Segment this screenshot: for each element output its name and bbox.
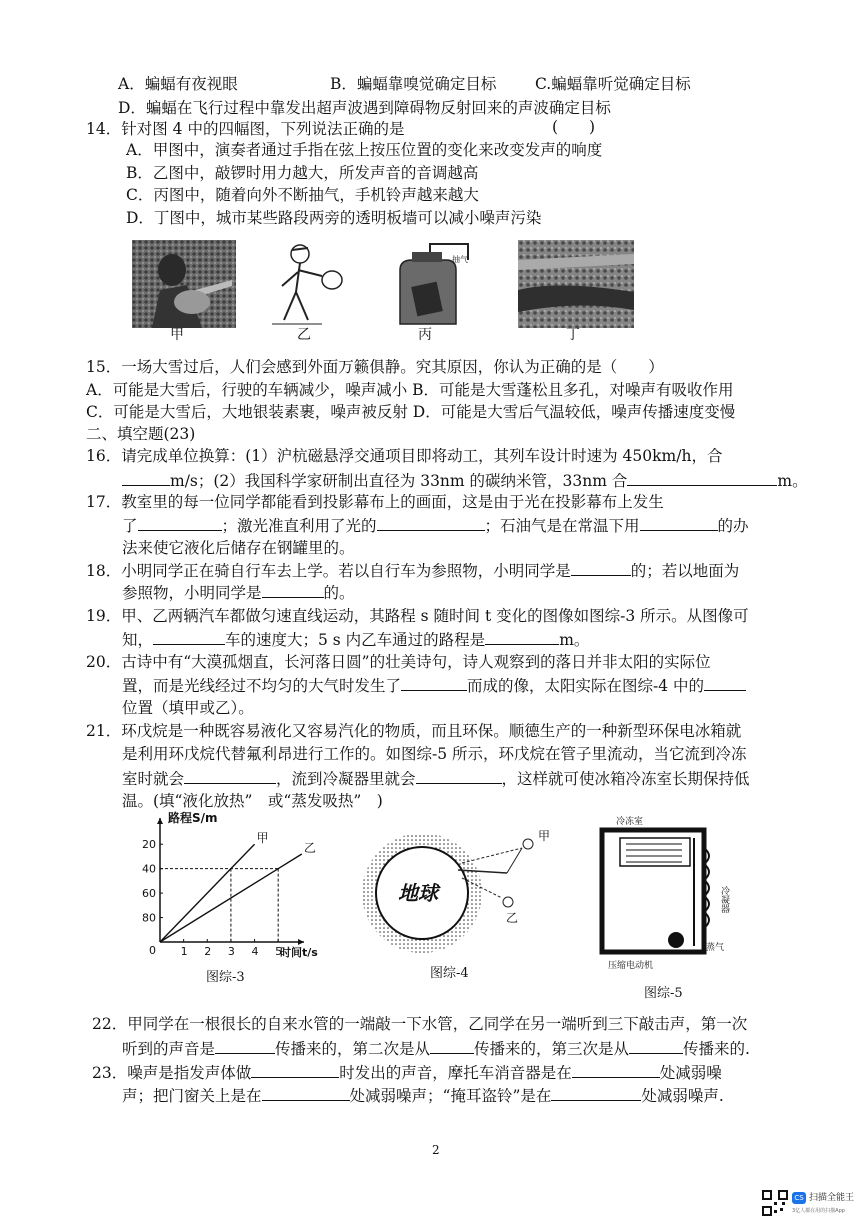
q18-line2: 参照物，小明同学是 的。 xyxy=(122,584,355,602)
q13-option-c: C.蝙蝠靠听觉确定目标 xyxy=(535,75,691,93)
q16-blank-1[interactable] xyxy=(122,470,170,486)
x-tick-label: 3 xyxy=(227,945,235,958)
photo-label-jia: 甲 xyxy=(170,327,184,343)
q13-option-b: B．蝙蝠靠嗅觉确定目标 xyxy=(330,75,497,93)
q19-blank-1[interactable] xyxy=(153,629,225,645)
fig5-refrigerator-diagram xyxy=(594,808,744,980)
fig4-caption: 图综-4 xyxy=(430,966,469,981)
q17-blank-2[interactable] xyxy=(377,515,485,531)
y-tick-label: 20 xyxy=(142,838,156,852)
q16-line2: m/s；(2）我国科学家研制出直径为 33nm 的碳纳米管，33nm 合 m。 xyxy=(122,470,808,491)
x-tick-label: 2 xyxy=(204,945,212,958)
q14-option-a: A．甲图中，演奏者通过手指在弦上按压位置的变化来改变发声的响度 xyxy=(126,141,603,159)
q20-blank-1[interactable] xyxy=(401,675,467,691)
q14-option-b: B．乙图中，敲锣时用力越大，所发声音的音调越高 xyxy=(126,164,479,182)
page-number: 2 xyxy=(432,1143,440,1157)
q19-blank-2[interactable] xyxy=(485,629,559,645)
q16-blank-2[interactable] xyxy=(627,470,777,486)
photo-label-bing: 丙 xyxy=(418,327,432,343)
q18-line1: 18．小明同学正在骑自行车去上学。若以自行车为参照物，小明同学是 的；若以地面为 xyxy=(86,562,740,580)
q19-line2: 知， 车的速度大；5 s 内乙车通过的路程是 m。 xyxy=(122,631,590,649)
series-label-yi: 乙 xyxy=(303,841,316,855)
y-tick-label: 60 xyxy=(142,887,156,901)
q13-option-a: A．蝙蝠有夜视眼 xyxy=(118,75,238,93)
q14-option-c: C．丙图中，随着向外不断抽气，手机铃声越来越大 xyxy=(126,186,479,204)
sun-position-yi xyxy=(503,897,513,907)
q17-line2: 了 ；激光准直利用了光的 ；石油气是在常温下用 的办 xyxy=(122,517,749,535)
q23-blank-2[interactable] xyxy=(572,1062,660,1078)
series-label-jia: 甲 xyxy=(256,831,269,846)
q23-line2: 声；把门窗关上是在 处减弱噪声；“掩耳盗铃”是在 处减弱噪声. xyxy=(122,1087,724,1105)
q18-blank-2[interactable] xyxy=(262,582,324,598)
photo-yi-gong-player xyxy=(262,240,364,328)
camscanner-logo-icon: CS xyxy=(792,1192,806,1204)
sun-position-jia xyxy=(523,839,533,849)
q21-line1: 21．环戊烷是一种既容易液化又容易汽化的物质，而且环保。顺德生产的一种新型环保电冰箱就 xyxy=(86,722,742,740)
scanner-watermark xyxy=(762,1186,862,1222)
y-tick-label: 80 xyxy=(142,911,156,925)
q17-blank-3[interactable] xyxy=(640,515,718,531)
q22-line1: 22．甲同学在一根很长的自来水管的一端敲一下水管，乙同学在另一端听到三下敲击声，第一次 xyxy=(92,1015,748,1033)
y-tick-label: 40 xyxy=(142,862,156,876)
q15-stem: 15．一场大雪过后，人们会感到外面万籁俱静。究其原因，你认为正确的是（ ） xyxy=(86,358,664,376)
section-title-fill-in: 二、填空题(23) xyxy=(86,425,196,443)
pump-label: 抽气 xyxy=(452,255,468,264)
y-axis-label: 路程S/m xyxy=(168,811,218,825)
steam-label: 蒸气 xyxy=(706,943,725,953)
q21-blank-2[interactable] xyxy=(416,768,502,784)
q23-line1: 23．噪声是指发声体做 时发出的声音，摩托车消音器是在 处减弱噪 xyxy=(92,1064,722,1082)
freezer-label: 冷冻室 xyxy=(616,817,644,827)
y-axis-arrow xyxy=(157,818,163,824)
compressor-label: 压缩电动机 xyxy=(608,961,654,971)
series-line-jia xyxy=(160,844,255,942)
q20-line2: 置，而是光线经过不均匀的大气时发生了 而成的像，太阳实际在图综-4 中的 xyxy=(122,675,746,696)
q17-line3: 法来使它液化后储存在钢罐里的。 xyxy=(122,539,355,557)
fig4-label-jia: 甲 xyxy=(538,829,551,843)
q22-blank-1[interactable] xyxy=(215,1038,275,1054)
photo-ding-sound-barrier xyxy=(518,240,634,328)
q20-blank-2[interactable] xyxy=(704,675,746,691)
q13-option-d: D．蝙蝠在飞行过程中靠发出超声波遇到障碍物反射回来的声波确定目标 xyxy=(118,99,611,117)
x-axis-label: 时间t/s xyxy=(280,946,318,959)
x-tick-label: 4 xyxy=(251,945,259,958)
q14-option-d: D．丁图中，城市某些路段两旁的透明板墙可以减小噪声污染 xyxy=(126,209,542,227)
fig3-distance-time-chart xyxy=(128,810,328,960)
q17-line1: 17．教室里的每一位同学都能看到投影幕布上的画面，这是由于光在投影幕布上发生 xyxy=(86,493,664,511)
q21-line3: 室时就会 ，流到冷凝器里就会 ，这样就可使冰箱冷冻室长期保持低 xyxy=(122,770,750,788)
q15-options-cd: C．可能是大雪后，大地银装素裹，噪声被反射 D．可能是大雪后气温较低，噪声传播速度变慢 xyxy=(86,403,736,421)
q14-answer-paren: ( ) xyxy=(552,118,596,136)
q21-blank-1[interactable] xyxy=(184,768,276,784)
q16-line1: 16．请完成单位换算：(1）沪杭磁悬浮交通项目即将动工，其列车设计时速为 450km/h，合 xyxy=(86,447,723,465)
fig4-label-yi: 乙 xyxy=(506,911,519,925)
q18-blank-1[interactable] xyxy=(571,560,631,576)
compressor-icon xyxy=(668,932,684,948)
condenser-label: 冷凝器 xyxy=(719,886,729,913)
photo-label-yi: 乙 xyxy=(297,327,311,343)
photo-bing-vacuum-jar xyxy=(390,240,478,328)
q15-options-ab: A．可能是大雪后，行驶的车辆减少，噪声减小 B．可能是大雪蓬松且多孔，对噪声有吸收作用 xyxy=(86,381,734,399)
photo-jia-guitar-player xyxy=(132,240,236,328)
x-tick-label: 5 xyxy=(275,945,283,958)
x-axis-arrow xyxy=(298,939,304,945)
q20-line3: 位置（填甲或乙）。 xyxy=(122,699,254,717)
q21-line2: 是利用环戊烷代替氟利昂进行工作的。如图综-5 所示，环戊烷在管子里流动，当它流到冷冻 xyxy=(122,745,747,763)
fig3-caption: 图综-3 xyxy=(206,970,245,985)
x-tick-label: 1 xyxy=(180,945,188,958)
q23-blank-3[interactable] xyxy=(262,1085,350,1101)
watermark-subtitle: 3亿人都在用的扫描App xyxy=(792,1208,845,1214)
earth-label: 地球 xyxy=(398,881,438,905)
watermark-title: 扫描全能王 xyxy=(809,1193,855,1203)
origin-label: 0 xyxy=(149,944,156,957)
q23-blank-1[interactable] xyxy=(251,1062,339,1078)
q22-line2: 听到的声音是 传播来的，第二次是从 传播来的，第三次是从 传播来的. xyxy=(122,1040,750,1058)
q14-stem: 14．针对图 4 中的四幅图，下列说法正确的是 xyxy=(86,120,405,138)
fig5-caption: 图综-5 xyxy=(644,986,683,1001)
q21-line4: 温。(填“液化放热” 或“蒸发吸热” ) xyxy=(122,792,383,810)
qr-code-icon xyxy=(762,1190,788,1216)
q19-line1: 19．甲、乙两辆汽车都做匀速直线运动，其路程 s 随时间 t 变化的图像如图综-3 所示。从图像可 xyxy=(86,607,749,625)
photo-label-ding: 丁 xyxy=(566,327,580,343)
q20-line1: 20．古诗中有“大漠孤烟直，长河落日圆”的壮美诗句，诗人观察到的落日并非太阳的实际位 xyxy=(86,653,711,671)
fig4-earth-atmosphere-diagram xyxy=(362,818,562,958)
q17-blank-1[interactable] xyxy=(138,515,222,531)
q23-blank-4[interactable] xyxy=(551,1085,641,1101)
q22-blank-3[interactable] xyxy=(629,1038,683,1054)
q22-blank-2[interactable] xyxy=(430,1038,474,1054)
